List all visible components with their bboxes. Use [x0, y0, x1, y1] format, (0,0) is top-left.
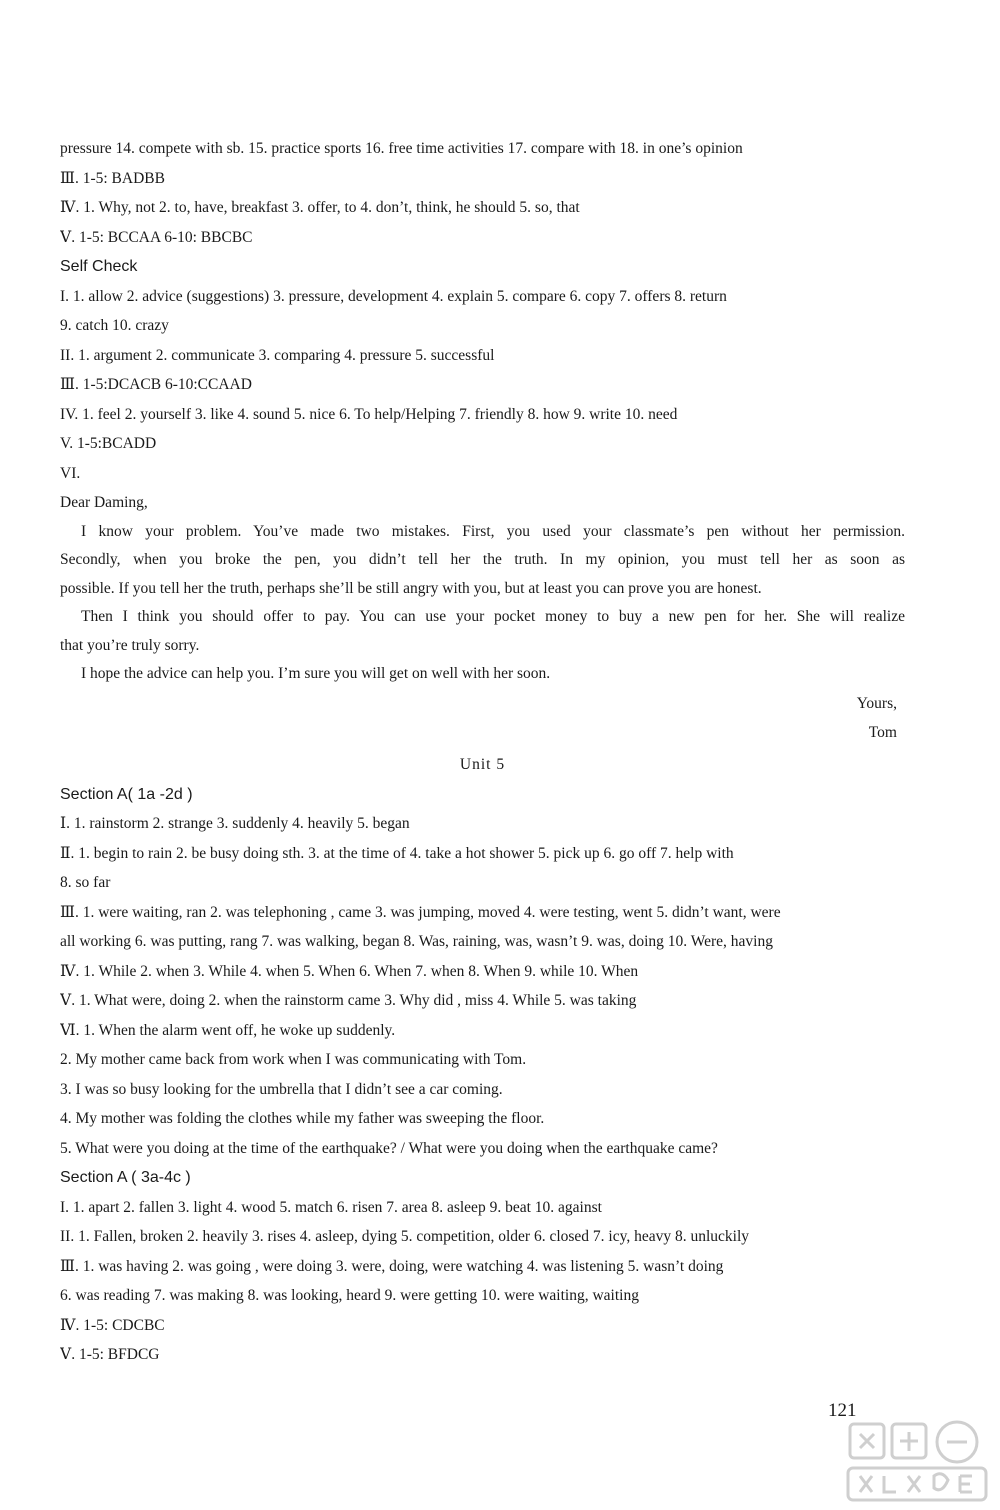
answer-line: 8. so far	[60, 874, 111, 891]
top-answers	[60, 134, 905, 488]
answer-line: 2. My mother came back from work when I was communicating with Tom.	[60, 1051, 527, 1068]
answer-line: VI.	[60, 464, 81, 482]
self-check-heading: Self Check	[60, 258, 138, 275]
answer-line: 4. My mother was folding the clothes while my father was sweeping the floor.	[60, 1110, 545, 1127]
answer-line: Ⅳ. 1. While 2. when 3. While 4. when 5. When 6. When 7. when 8. When 9. while 10. When	[60, 962, 639, 980]
letter-line: Secondly, when you broke the pen, you didn’t tell her the truth. In my opinion, you must tell her as soon as	[60, 551, 905, 568]
answer-line: II. 1. Fallen, broken 2. heavily 3. rises 4. asleep, dying 5. competition, older 6. closed 7. icy, heavy 8. unluckily	[60, 1228, 750, 1245]
unit-5	[60, 750, 905, 1370]
letter-closing: Yours,	[856, 694, 897, 712]
answer-line: pressure 14. compete with sb. 15. practice sports 16. free time activities 17. compare with 18. in one’s opinion	[60, 140, 743, 157]
answer-line: Ⅰ. 1. rainstorm 2. strange 3. suddenly 4. heavily 5. began	[60, 815, 410, 832]
answer-line: Ⅳ. 1. Why, not 2. to, have, breakfast 3. offer, to 4. don’t, think, he should 5. so, that	[60, 199, 580, 216]
answer-line: Ⅲ. 1. were waiting, ran 2. was telephoning , came 3. was jumping, moved 4. were testing, went 5. didn’t want, were	[60, 903, 781, 921]
answer-line: 6. was reading 7. was making 8. was looking, heard 9. were getting 10. were waiting, waiting	[60, 1287, 639, 1304]
letter-line: I hope the advice can help you. I’m sure you will get on well with her soon.	[81, 665, 551, 682]
answer-line: I. 1. apart 2. fallen 3. light 4. wood 5. match 6. risen 7. area 8. asleep 9. beat 10. against	[60, 1198, 602, 1216]
answer-line: 9. catch 10. crazy	[60, 317, 169, 334]
answer-line: Ⅱ. 1. begin to rain 2. be busy doing sth. 3. at the time of 4. take a hot shower 5. pick up 6. go off 7. help with	[60, 844, 734, 862]
sample-letter	[60, 488, 905, 748]
answer-line: Ⅴ. 1-5: BFDCG	[60, 1346, 160, 1363]
answer-line: I. 1. allow 2. advice (suggestions) 3. pressure, development 4. explain 5. compare 6. copy 7. offers 8. return	[60, 287, 727, 305]
letter-greeting: Dear Daming,	[60, 494, 148, 511]
answer-line: all working 6. was putting, rang 7. was walking, began 8. Was, raining, was, wasn’t 9. was, doing 10. Were, having	[60, 933, 773, 950]
answer-line: IV. 1. feel 2. yourself 3. like 4. sound 5. nice 6. To help/Helping 7. friendly 8. how 9. write 10. need	[60, 405, 678, 423]
letter-line: Then I think you should offer to pay. You can use your pocket money to buy a new pen for her. She will realize	[81, 608, 905, 625]
section-heading: Section A ( 3a-4c )	[60, 1169, 191, 1186]
answer-site-watermark-icon	[842, 1418, 992, 1506]
letter-line: I know your problem. You’ve made two mistakes. First, you used your classmate’s pen without her permission.	[81, 522, 905, 540]
answer-line: 5. What were you doing at the time of the earthquake? / What were you doing when the earthquake came?	[60, 1139, 718, 1157]
answer-line: Ⅲ. 1-5:DCACB 6-10:CCAAD	[60, 376, 252, 393]
letter-signature: Tom	[868, 724, 897, 741]
answer-line: Ⅵ. 1. When the alarm went off, he woke up suddenly.	[60, 1021, 396, 1039]
unit-title: Unit 5	[459, 756, 506, 773]
answer-line: 3. I was so busy looking for the umbrella that I didn’t see a car coming.	[60, 1080, 503, 1098]
answer-line: II. 1. argument 2. communicate 3. comparing 4. pressure 5. successful	[60, 346, 495, 364]
section-heading: Section A( 1a -2d )	[60, 785, 193, 803]
letter-line: possible. If you tell her the truth, perhaps she’ll be still angry with you, but at least you can prove you are honest.	[60, 579, 762, 597]
answer-line: Ⅴ. 1-5: BCCAA 6-10: BBCBC	[60, 228, 253, 246]
answer-line: Ⅲ. 1-5: BADBB	[60, 169, 165, 187]
letter-line: that you’re truly sorry.	[60, 636, 200, 654]
page-number: 121	[828, 1400, 857, 1421]
answer-line: Ⅲ. 1. was having 2. was going , were doing 3. were, doing, were watching 4. was listening 5. wasn’t doing	[60, 1257, 724, 1275]
answer-line: V. 1-5:BCADD	[60, 435, 157, 452]
answer-line: Ⅴ. 1. What were, doing 2. when the rainstorm came 3. Why did , miss 4. While 5. was taking	[60, 992, 637, 1009]
answer-line: Ⅳ. 1-5: CDCBC	[60, 1316, 165, 1334]
